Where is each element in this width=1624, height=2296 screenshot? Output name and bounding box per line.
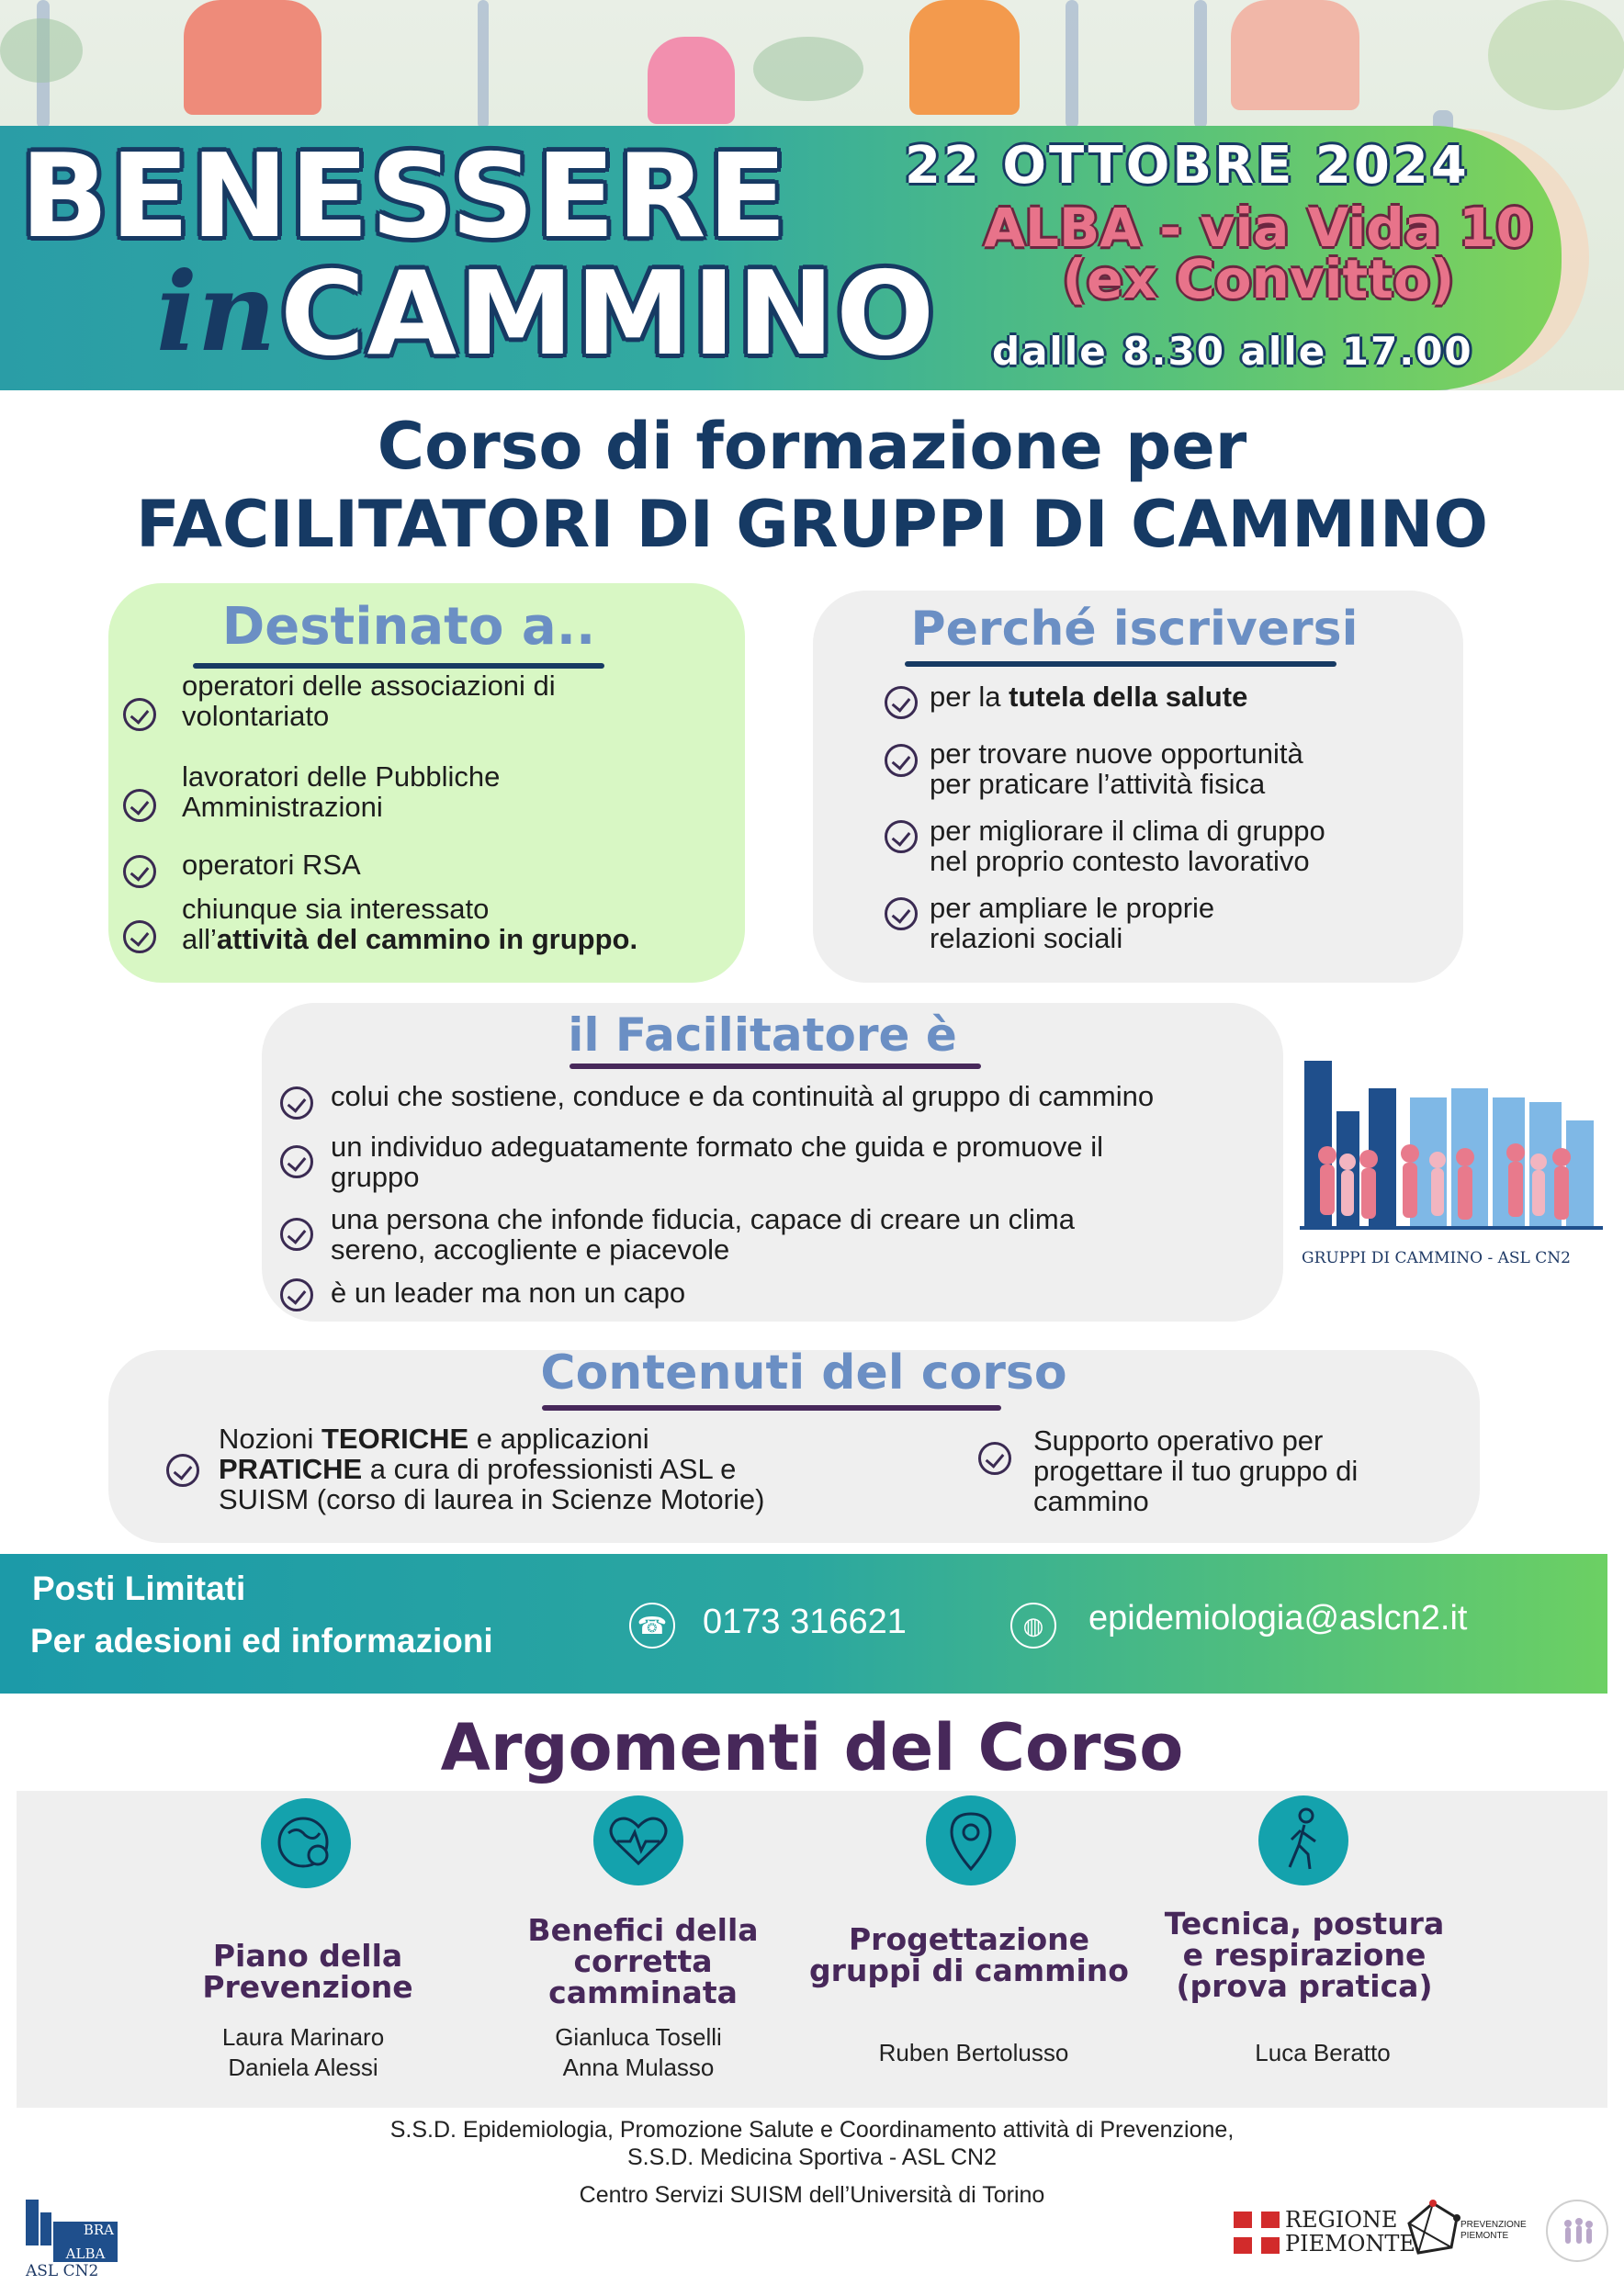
check-circle-icon (978, 1442, 1011, 1475)
title-in: in (156, 248, 276, 376)
course-title-line1: Corso di formazione per (377, 409, 1247, 484)
check-circle-icon (885, 897, 918, 930)
footer-line2: S.S.D. Medicina Sportiva - ASL CN2 (626, 2144, 997, 2170)
topic-speakers: Laura Marinaro Daniela Alessi (221, 2023, 385, 2081)
perche-item: per trovare nuove opportunità per praticare l’attività fisica (930, 737, 1303, 800)
event-place-line1: ALBA - via Vida 10 (984, 197, 1533, 259)
topic-speakers: Luca Beratto (1255, 2039, 1391, 2066)
walking-person-icon (1258, 1795, 1348, 1885)
destinato-item: operatori RSA (182, 849, 361, 881)
contenuti-right: Supporto operativo per progettare il tuo gruppo di cammino (1033, 1424, 1359, 1517)
globe-person-icon (261, 1798, 351, 1888)
runner-figure (184, 0, 321, 115)
email-link[interactable]: epidemiologia@aslcn2.it (1088, 1599, 1468, 1638)
topic-speakers: Gianluca Toselli Anna Mulasso (555, 2023, 722, 2081)
network-icon (1405, 2200, 1460, 2258)
event-place-line2: (ex Convitto) (1062, 248, 1455, 310)
destinato-underline (193, 663, 604, 669)
topic-name: Progettazione gruppi di cammino (809, 1921, 1129, 1988)
check-circle-icon (885, 744, 918, 777)
facilitatore-underline (570, 1064, 981, 1069)
perche-underline (905, 661, 1336, 667)
title-cammino: CAMMINO (280, 246, 937, 381)
topics-title: Argomenti del Corso (440, 1710, 1184, 1785)
globe-icon: ◍ (1010, 1603, 1056, 1649)
topic-name: Piano della Prevenzione (202, 1938, 413, 2005)
walkers-icon (1548, 2201, 1607, 2260)
foliage (1488, 0, 1624, 110)
check-circle-icon (885, 820, 918, 853)
runner-figure (1231, 0, 1359, 110)
gruppi-cammino-logo (1300, 1056, 1603, 1277)
foliage (753, 37, 863, 101)
perche-item: per migliorare il clima di gruppo nel proprio contesto lavorativo (930, 815, 1325, 877)
runner-figure (648, 37, 735, 124)
foliage (0, 18, 83, 83)
regione-piemonte-logo: REGIONE PIEMONTE (1234, 2207, 1399, 2257)
info-label: Per adesioni ed informazioni (30, 1622, 493, 1660)
topic-speakers: Ruben Bertolusso (878, 2039, 1069, 2066)
footer-line3: Centro Servizi SUISM dell’Università di Torino (579, 2182, 1045, 2208)
tree-trunk (1066, 0, 1078, 129)
facilitatore-item: un individuo adeguatamente formato che guida e promuove il gruppo (331, 1131, 1103, 1193)
facilitatore-title: il Facilitatore è (568, 1008, 957, 1062)
course-title-line2: FACILITATORI DI GRUPPI DI CAMMINO (136, 487, 1488, 562)
tree-trunk (478, 0, 489, 129)
check-circle-icon (166, 1454, 199, 1487)
phone-icon: ☎ (629, 1603, 675, 1649)
event-time: dalle 8.30 alle 17.00 (992, 329, 1473, 374)
destinato-item: lavoratori delle Pubbliche Amministrazioni (182, 760, 501, 823)
prevenzione-piemonte-logo: PREVENZIONE PIEMONTE (1405, 2200, 1534, 2264)
heart-pulse-icon (593, 1795, 683, 1885)
walking-group-icon (1300, 1056, 1603, 1240)
phone-number[interactable]: 0173 316621 (703, 1603, 907, 1641)
check-circle-icon (123, 920, 156, 953)
destinato-item: operatori delle associazioni di volontariato (182, 670, 556, 732)
perche-item: per la tutela della salute (930, 681, 1248, 713)
check-circle-icon (123, 698, 156, 731)
contenuti-title: Contenuti del corso (540, 1345, 1067, 1401)
destinato-title: Destinato a.. (221, 597, 596, 657)
facilitatore-item: colui che sostiene, conduce e da continuità al gruppo di cammino (331, 1080, 1155, 1112)
asl-cn2-logo: BRA ALBA ASL CN2 (26, 2200, 118, 2278)
facilitatore-item: è un leader ma non un capo (331, 1277, 686, 1309)
facilitatore-item: una persona che infonde fiducia, capace di creare un clima sereno, accogliente e piacevole (331, 1203, 1075, 1266)
event-date: 22 OTTOBRE 2024 (905, 136, 1470, 196)
check-circle-icon (123, 789, 156, 822)
partner-round-logo (1546, 2200, 1608, 2262)
perche-title: Perché iscriversi (910, 602, 1359, 657)
perche-item: per ampliare le proprie relazioni sociali (930, 892, 1215, 954)
location-pin-icon (926, 1795, 1016, 1885)
posti-limitati: Posti Limitati (32, 1570, 246, 1607)
event-place (955, 197, 1562, 310)
check-circle-icon (123, 855, 156, 888)
topic-name: Tecnica, postura e respirazione (prova pratica) (1164, 1906, 1445, 2004)
contenuti-left: Nozioni TEORICHE e applicazioni PRATICHE a cura di professionisti ASL e SUISM (corso di laurea in Scienze Motorie) (219, 1423, 765, 1515)
topic-name: Benefici della corretta camminata (527, 1912, 759, 2010)
destinato-item: chiunque sia interessato all’attività del cammino in gruppo. (182, 893, 638, 955)
contact-bar (0, 1554, 1607, 1694)
check-circle-icon (280, 1218, 313, 1251)
gruppi-cammino-caption: GRUPPI DI CAMMINO - ASL CN2 (1302, 1249, 1571, 1267)
check-circle-icon (280, 1278, 313, 1311)
check-circle-icon (885, 686, 918, 719)
contenuti-underline (542, 1405, 1001, 1411)
tree-trunk (1194, 0, 1207, 129)
runner-figure (909, 0, 1020, 115)
footer-line1: S.S.D. Epidemiologia, Promozione Salute e Coordinamento attività di Prevenzione, (389, 2117, 1235, 2143)
title-benessere: BENESSERE (20, 129, 789, 264)
check-circle-icon (280, 1145, 313, 1178)
check-circle-icon (280, 1086, 313, 1120)
